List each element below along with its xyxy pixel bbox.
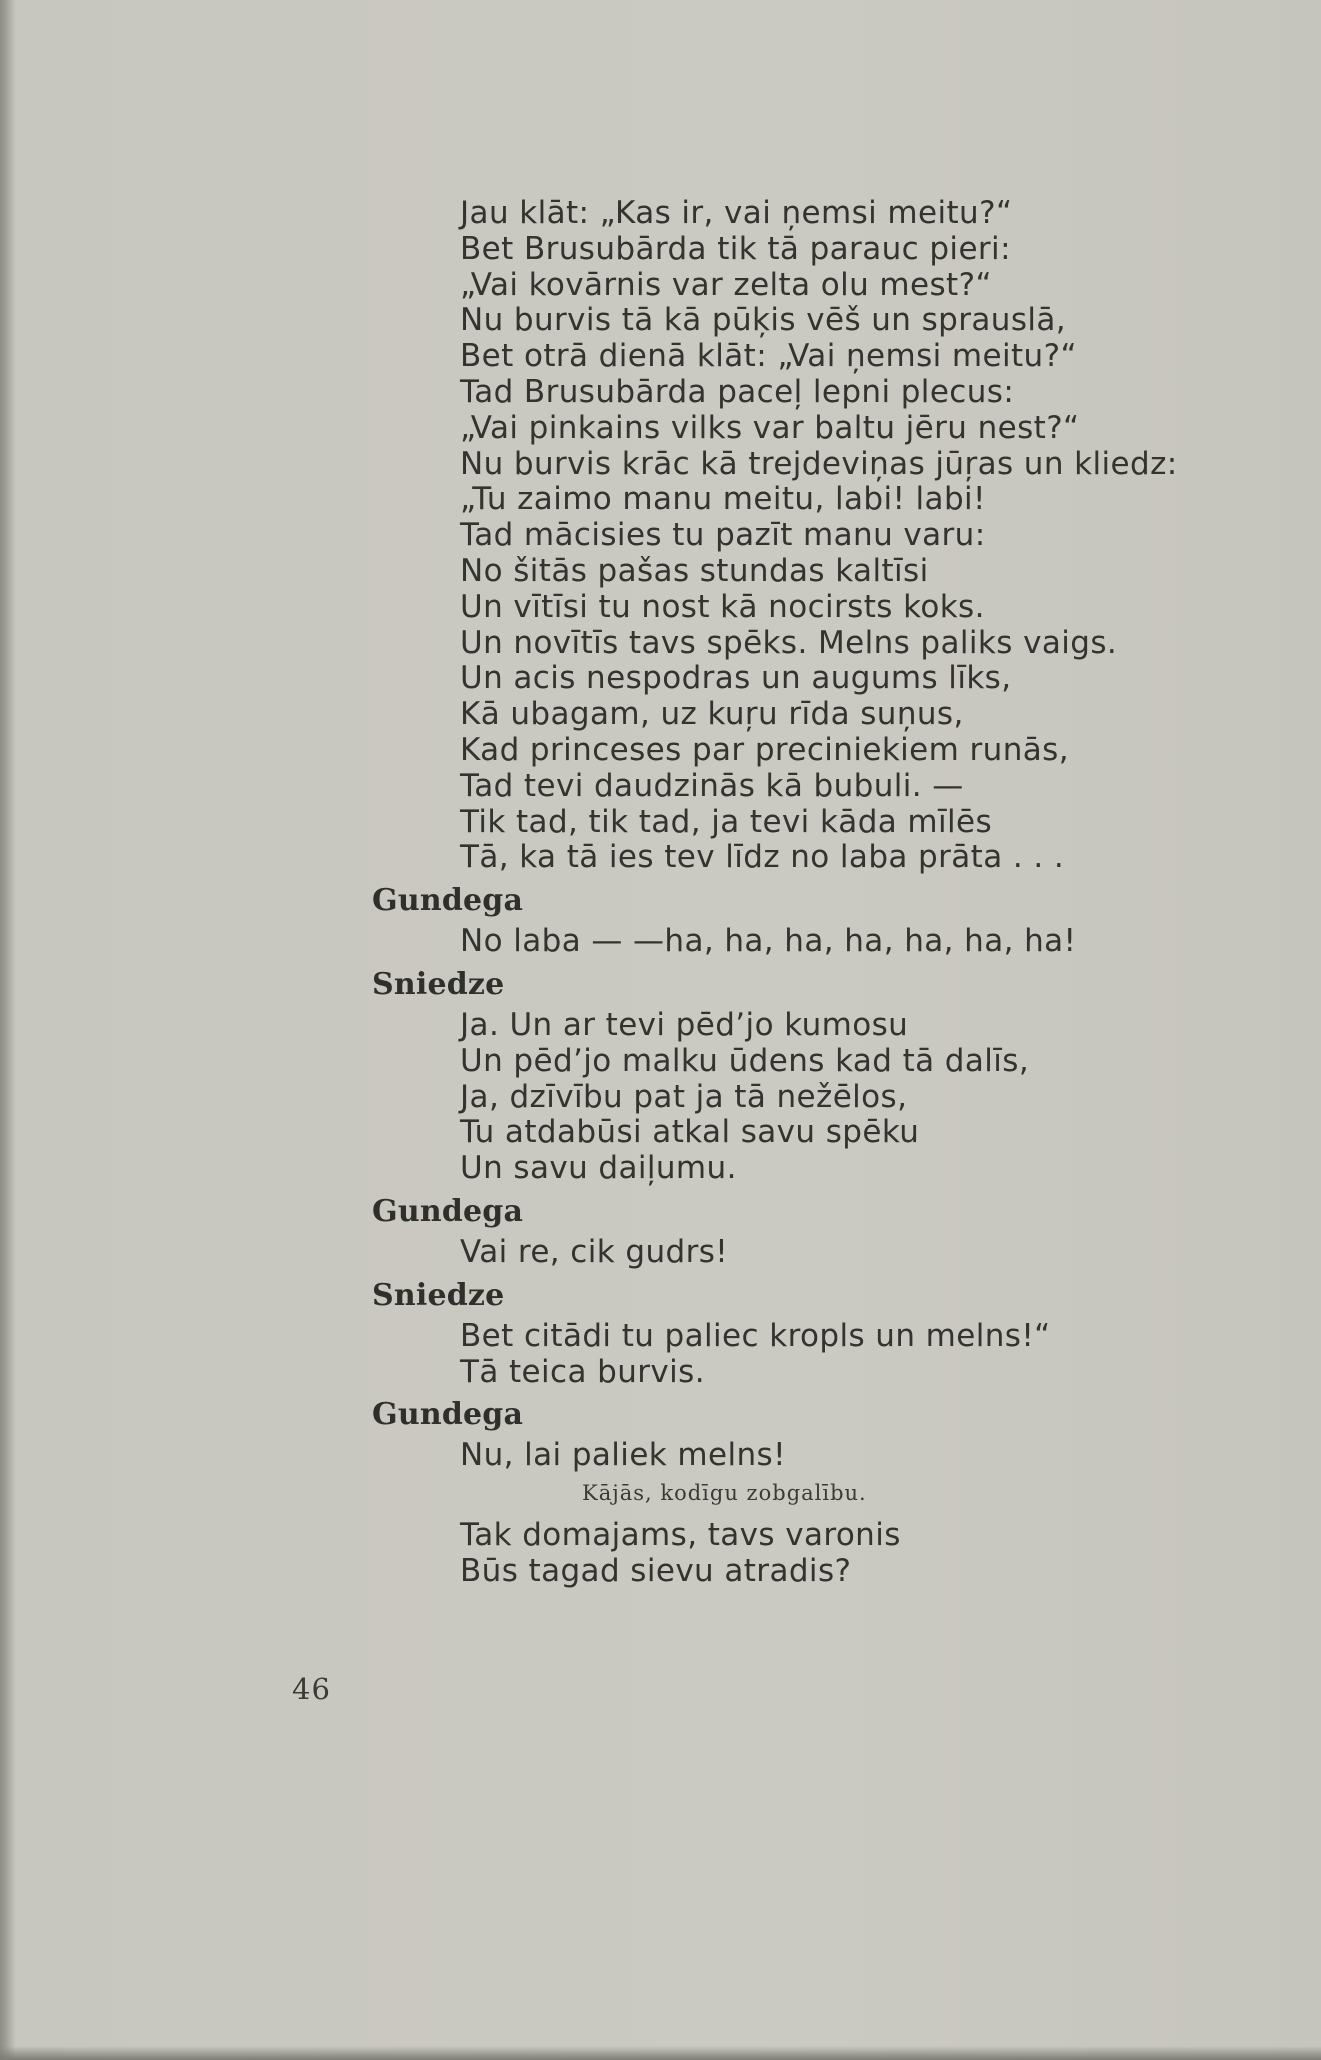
verse-line: „Vai kovārnis var zelta olu mest?“ <box>460 266 992 303</box>
verse-line: No laba — —ha, ha, ha, ha, ha, ha, ha! <box>460 923 1077 960</box>
verse-line: „Tu zaimo manu meitu, labi! labi! <box>460 481 986 518</box>
speaker-name: Gundega <box>372 1397 524 1433</box>
verse-line: Tad tevi daudzinās kā bubuli. — <box>460 767 964 804</box>
verse-line: Bet Brusubārda tik tā parauc pieri: <box>460 230 1011 267</box>
verse-line: Un savu daiļumu. <box>460 1150 737 1187</box>
verse-line: Tak domajams, tavs varonis <box>460 1517 901 1554</box>
speaker-name: Gundega <box>372 1193 524 1229</box>
verse-line: Kā ubagam, uz kuŗu rīda suņus, <box>460 696 964 733</box>
verse-line: Bet otrā dienā klāt: „Vai ņemsi meitu?“ <box>460 338 1077 375</box>
speech <box>372 924 1272 960</box>
speech <box>372 1518 1272 1590</box>
spine-shadow <box>0 0 16 2060</box>
verse-line: Un novītīs tavs spēks. Melns paliks vaigs. <box>460 624 1118 661</box>
speech <box>372 1319 1272 1391</box>
speech <box>372 1438 1272 1474</box>
verse-line: Nu burvis tā kā pūķis vēš un sprauslā, <box>460 302 1067 339</box>
verse-line: Un acis nespodras un augums līks, <box>460 660 1012 697</box>
verse-line: Jau klāt: „Kas ir, vai ņemsi meitu?“ <box>460 195 1013 231</box>
verse-line: Nu, lai paliek melns! <box>460 1437 786 1474</box>
verse-line: Tad mācisies tu pazīt manu varu: <box>460 517 986 554</box>
verse-line: Tad Brusubārda paceļ lepni plecus: <box>460 373 1015 410</box>
verse-line: Ja, dzīvību pat ja tā nežēlos, <box>460 1078 908 1115</box>
page-bottom-edge <box>0 2046 1321 2060</box>
verse-line: Bet citādi tu paliec kropls un melns!“ <box>460 1317 1051 1354</box>
verse-line: Tik tad, tik tad, ja tevi kāda mīlēs <box>460 803 993 840</box>
verse-line: Un vītīsi tu nost kā nocirsts koks. <box>460 588 985 625</box>
verse-line: Tā teica burvis. <box>460 1353 705 1390</box>
verse-line: Nu burvis krāc kā trejdeviņas jūŗas un kliedz: <box>460 445 1178 482</box>
speech <box>372 1008 1272 1187</box>
stage-direction: Kājās, kodīgu zobgalību. <box>582 1481 867 1506</box>
speaker-name: Gundega <box>372 883 524 919</box>
verse-line: No šitās pašas stundas kaltīsi <box>460 552 929 589</box>
verse-line: „Vai pinkains vilks var baltu jēru nest?“ <box>460 409 1080 446</box>
speaker-name: Sniedze <box>372 1277 505 1313</box>
speaker-name: Sniedze <box>372 966 505 1002</box>
verse-line: Kad princeses par preciniekiem runās, <box>460 731 1069 768</box>
intro-verse <box>372 196 1272 876</box>
verse-line: Vai re, cik gudrs! <box>460 1233 729 1270</box>
verse-line: Un pēd’jo malku ūdens kad tā dalīs, <box>460 1042 1030 1079</box>
verse-line: Tu atdabūsi atkal savu spēku <box>460 1114 920 1151</box>
verse-line: Būs tagad sievu atradis? <box>460 1552 852 1589</box>
verse-line: Ja. Un ar tevi pēd’jo kumosu <box>460 1006 909 1043</box>
verse-line: Tā, ka tā ies tev līdz no laba prāta . . . <box>460 839 1065 876</box>
speech <box>372 1235 1272 1271</box>
play-text <box>372 196 1272 1590</box>
page-number: 46 <box>292 1672 331 1706</box>
